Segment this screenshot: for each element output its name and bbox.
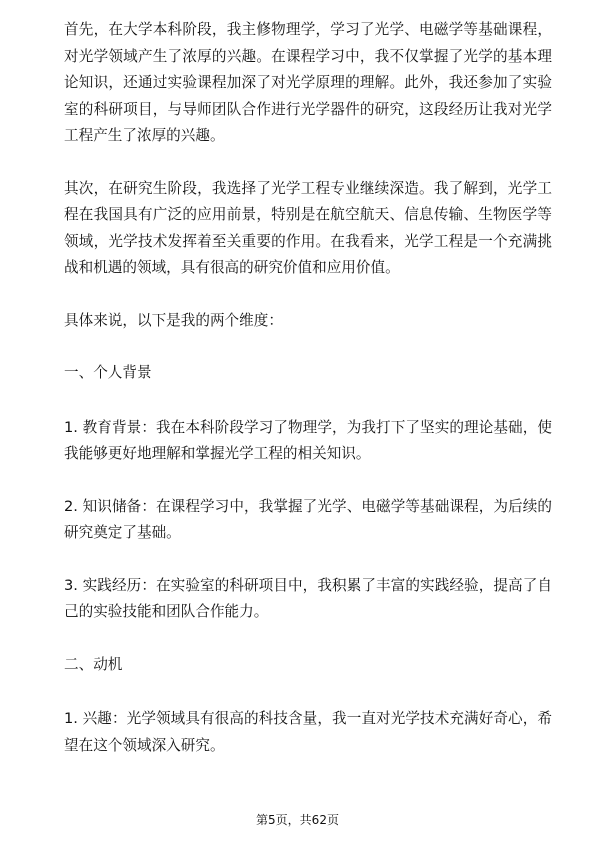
list-item-interest: 1. 兴趣：光学领域具有很高的科技含量，我一直对光学技术充满好奇心，希望在这个领域深入研究。 — [64, 710, 552, 754]
section-heading-motivation: 二、动机 — [64, 655, 123, 673]
paragraph-graduate: 其次，在研究生阶段，我选择了光学工程专业继续深造。我了解到，光学工程在我国具有广泛的应用前景，特别是在航空航天、信息传输、生物医学等领域，光学技术发挥着至关重要的作用。在我看来，光学工程是一个充满挑战和机遇的领域，具有很高的研究价值和应用价值。 — [64, 179, 552, 276]
paragraph-undergraduate: 首先，在大学本科阶段，我主修物理学，学习了光学、电磁学等基础课程，对光学领域产生了浓厚的兴趣。在课程学习中，我不仅掌握了光学的基本理论知识，还通过实验课程加深了对光学原理的理解。此外，我还参加了实验室的科研项目，与导师团队合作进行光学器件的研究，这段经历让我对光学工程产生了浓厚的兴趣。 — [64, 21, 552, 144]
list-item-education: 1. 教育背景：我在本科阶段学习了物理学，为我打下了坚实的理论基础，使我能够更好地理解和掌握光学工程的相关知识。 — [64, 418, 552, 462]
list-item-practice: 3. 实践经历：在实验室的科研项目中，我积累了丰富的实践经验，提高了自己的实验技能和团队合作能力。 — [64, 576, 552, 620]
document-body — [64, 17, 552, 759]
page-number-footer: 第5页，共62页 — [256, 813, 339, 827]
paragraph-dimensions-intro: 具体来说，以下是我的两个维度： — [64, 311, 283, 329]
section-heading-personal-background: 一、个人背景 — [64, 364, 152, 381]
list-item-knowledge: 2. 知识储备：在课程学习中，我掌握了光学、电磁学等基础课程，为后续的研究奠定了基础。 — [64, 497, 552, 541]
